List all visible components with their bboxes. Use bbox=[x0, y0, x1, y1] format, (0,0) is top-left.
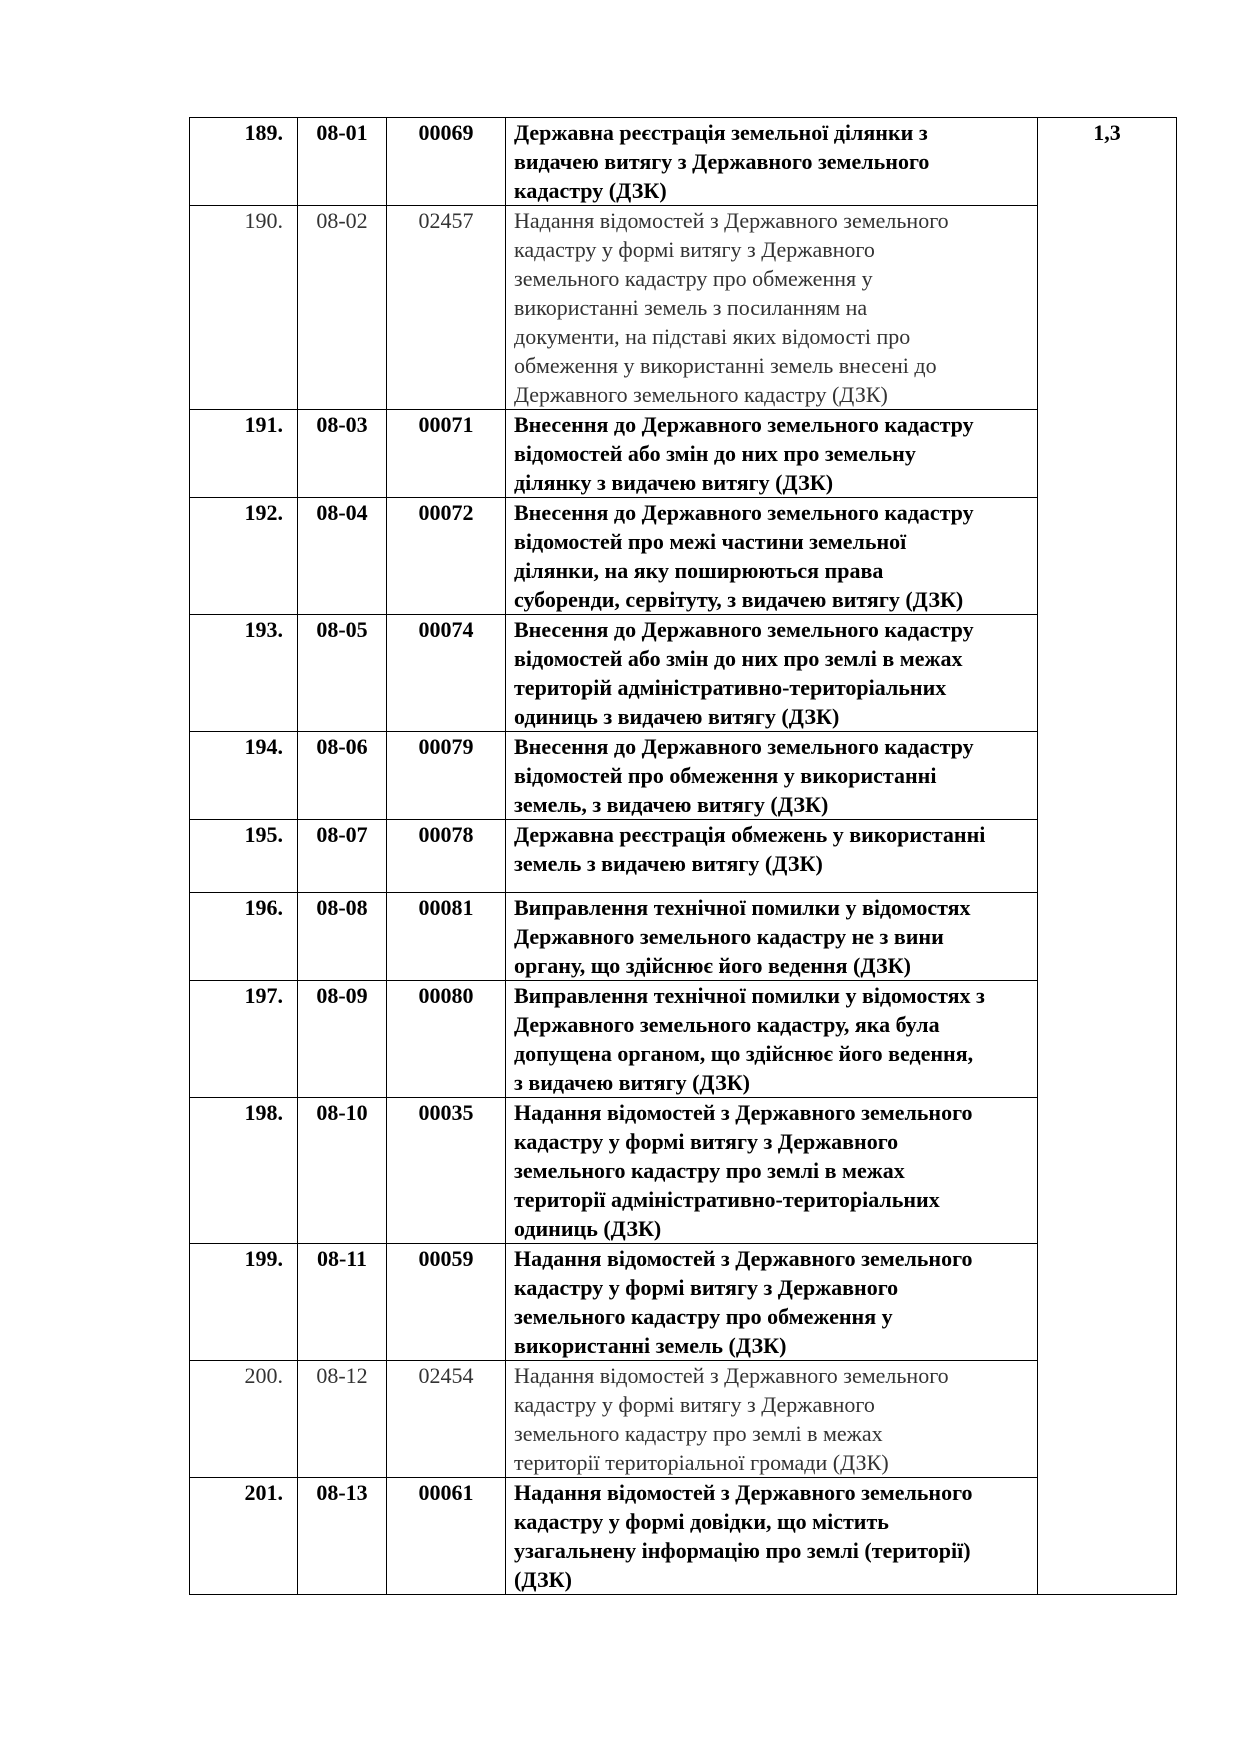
table-row bbox=[190, 498, 1177, 615]
service-description bbox=[506, 981, 1038, 1098]
table-row bbox=[190, 981, 1177, 1098]
row-number: 198. bbox=[190, 1098, 298, 1244]
table-row bbox=[190, 1361, 1177, 1478]
description-line: території територіальної громади (ДЗК) bbox=[514, 1450, 889, 1475]
service-id: 00059 bbox=[387, 1244, 506, 1361]
description-line: Державного земельного кадастру, яка була bbox=[514, 1012, 940, 1037]
description-line: відомостей про обмеження у використанні bbox=[514, 763, 937, 788]
service-description bbox=[506, 1361, 1038, 1478]
description-line: ділянки, на яку поширюються права bbox=[514, 558, 884, 583]
service-id: 00061 bbox=[387, 1478, 506, 1595]
service-description bbox=[506, 732, 1038, 820]
row-number: 189. bbox=[190, 118, 298, 206]
row-number: 196. bbox=[190, 893, 298, 981]
service-description bbox=[506, 1478, 1038, 1595]
description-line: Виправлення технічної помилки у відомостях з bbox=[514, 983, 985, 1008]
row-number: 199. bbox=[190, 1244, 298, 1361]
service-description bbox=[506, 820, 1038, 893]
description-line: видачею витягу з Державного земельного bbox=[514, 149, 930, 174]
row-number: 194. bbox=[190, 732, 298, 820]
table-row bbox=[190, 820, 1177, 893]
service-code: 08-05 bbox=[298, 615, 387, 732]
description-line: Внесення до Державного земельного кадастру bbox=[514, 500, 974, 525]
description-line: Державного земельного кадастру не з вини bbox=[514, 924, 944, 949]
description-line: (ДЗК) bbox=[514, 1567, 572, 1592]
row-number: 193. bbox=[190, 615, 298, 732]
description-line: Надання відомостей з Державного земельного bbox=[514, 1246, 973, 1271]
service-id: 00081 bbox=[387, 893, 506, 981]
row-number: 191. bbox=[190, 410, 298, 498]
service-id: 00071 bbox=[387, 410, 506, 498]
description-line: одиниць з видачею витягу (ДЗК) bbox=[514, 704, 840, 729]
description-line: кадастру у формі витягу з Державного bbox=[514, 1275, 899, 1300]
description-line: Державного земельного кадастру (ДЗК) bbox=[514, 382, 888, 407]
service-description bbox=[506, 118, 1038, 206]
description-line: органу, що здійснює його ведення (ДЗК) bbox=[514, 953, 911, 978]
description-line: відомостей або змін до них про земельну bbox=[514, 441, 916, 466]
service-code: 08-03 bbox=[298, 410, 387, 498]
table-row bbox=[190, 410, 1177, 498]
service-code: 08-13 bbox=[298, 1478, 387, 1595]
table-row bbox=[190, 118, 1177, 206]
description-line: Надання відомостей з Державного земельного bbox=[514, 208, 949, 233]
row-number: 200. bbox=[190, 1361, 298, 1478]
description-line: ділянку з видачею витягу (ДЗК) bbox=[514, 470, 834, 495]
description-line: кадастру у формі витягу з Державного bbox=[514, 1129, 899, 1154]
description-line: земельного кадастру про обмеження у bbox=[514, 266, 873, 291]
description-line: допущена органом, що здійснює його ведення, bbox=[514, 1041, 974, 1066]
description-line: Державна реєстрація земельної ділянки з bbox=[514, 120, 928, 145]
description-line: земельного кадастру про землі в межах bbox=[514, 1421, 883, 1446]
table-row bbox=[190, 206, 1177, 410]
service-description bbox=[506, 893, 1038, 981]
description-line: Державна реєстрація обмежень у використанні bbox=[514, 822, 986, 847]
table-row bbox=[190, 1244, 1177, 1361]
service-code: 08-09 bbox=[298, 981, 387, 1098]
description-line: земель з видачею витягу (ДЗК) bbox=[514, 851, 823, 876]
description-line: Внесення до Державного земельного кадастру bbox=[514, 617, 974, 642]
service-id: 00035 bbox=[387, 1098, 506, 1244]
row-number: 190. bbox=[190, 206, 298, 410]
description-line: суборенди, сервітуту, з видачею витягу (ДЗК) bbox=[514, 587, 964, 612]
service-id: 00078 bbox=[387, 820, 506, 893]
description-line: Внесення до Державного земельного кадастру bbox=[514, 412, 974, 437]
description-line: Внесення до Державного земельного кадастру bbox=[514, 734, 974, 759]
table-row bbox=[190, 893, 1177, 981]
row-number: 201. bbox=[190, 1478, 298, 1595]
service-code: 08-06 bbox=[298, 732, 387, 820]
term-value: 1,3 bbox=[1038, 118, 1177, 1595]
description-line: відомостей про межі частини земельної bbox=[514, 529, 907, 554]
service-code: 08-12 bbox=[298, 1361, 387, 1478]
service-description bbox=[506, 1098, 1038, 1244]
service-code: 08-08 bbox=[298, 893, 387, 981]
description-line: кадастру у формі довідки, що містить bbox=[514, 1509, 889, 1534]
service-code: 08-01 bbox=[298, 118, 387, 206]
service-id: 02454 bbox=[387, 1361, 506, 1478]
service-id: 02457 bbox=[387, 206, 506, 410]
description-line: Надання відомостей з Державного земельного bbox=[514, 1100, 973, 1125]
service-code: 08-11 bbox=[298, 1244, 387, 1361]
service-code: 08-07 bbox=[298, 820, 387, 893]
service-description bbox=[506, 498, 1038, 615]
row-number: 197. bbox=[190, 981, 298, 1098]
description-line: використанні земель з посиланням на bbox=[514, 295, 868, 320]
service-code: 08-02 bbox=[298, 206, 387, 410]
service-code: 08-10 bbox=[298, 1098, 387, 1244]
service-description bbox=[506, 615, 1038, 732]
service-description bbox=[506, 206, 1038, 410]
description-line: територій адміністративно-територіальних bbox=[514, 675, 947, 700]
description-line: кадастру у формі витягу з Державного bbox=[514, 1392, 875, 1417]
description-line: використанні земель (ДЗК) bbox=[514, 1333, 787, 1358]
table-row bbox=[190, 732, 1177, 820]
service-id: 00080 bbox=[387, 981, 506, 1098]
description-line: з видачею витягу (ДЗК) bbox=[514, 1070, 750, 1095]
description-line: відомостей або змін до них про землі в межах bbox=[514, 646, 963, 671]
description-line: земель, з видачею витягу (ДЗК) bbox=[514, 792, 829, 817]
description-line: земельного кадастру про обмеження у bbox=[514, 1304, 893, 1329]
service-code: 08-04 bbox=[298, 498, 387, 615]
service-description bbox=[506, 410, 1038, 498]
description-line: земельного кадастру про землі в межах bbox=[514, 1158, 905, 1183]
description-line: території адміністративно-територіальних bbox=[514, 1187, 940, 1212]
description-line: одиниць (ДЗК) bbox=[514, 1216, 662, 1241]
service-id: 00074 bbox=[387, 615, 506, 732]
description-line: документи, на підставі яких відомості про bbox=[514, 324, 911, 349]
description-line: Надання відомостей з Державного земельного bbox=[514, 1363, 949, 1388]
description-line: кадастру (ДЗК) bbox=[514, 178, 667, 203]
table-row bbox=[190, 1098, 1177, 1244]
table-row bbox=[190, 615, 1177, 732]
service-id: 00072 bbox=[387, 498, 506, 615]
description-line: Надання відомостей з Державного земельного bbox=[514, 1480, 973, 1505]
description-line: Виправлення технічної помилки у відомостях bbox=[514, 895, 971, 920]
row-number: 195. bbox=[190, 820, 298, 893]
description-line: узагальнену інформацію про землі (території) bbox=[514, 1538, 971, 1563]
description-line: кадастру у формі витягу з Державного bbox=[514, 237, 875, 262]
row-number: 192. bbox=[190, 498, 298, 615]
services-table bbox=[189, 117, 1177, 1595]
service-id: 00069 bbox=[387, 118, 506, 206]
description-line: обмеження у використанні земель внесені до bbox=[514, 353, 937, 378]
service-description bbox=[506, 1244, 1038, 1361]
table-row bbox=[190, 1478, 1177, 1595]
service-id: 00079 bbox=[387, 732, 506, 820]
